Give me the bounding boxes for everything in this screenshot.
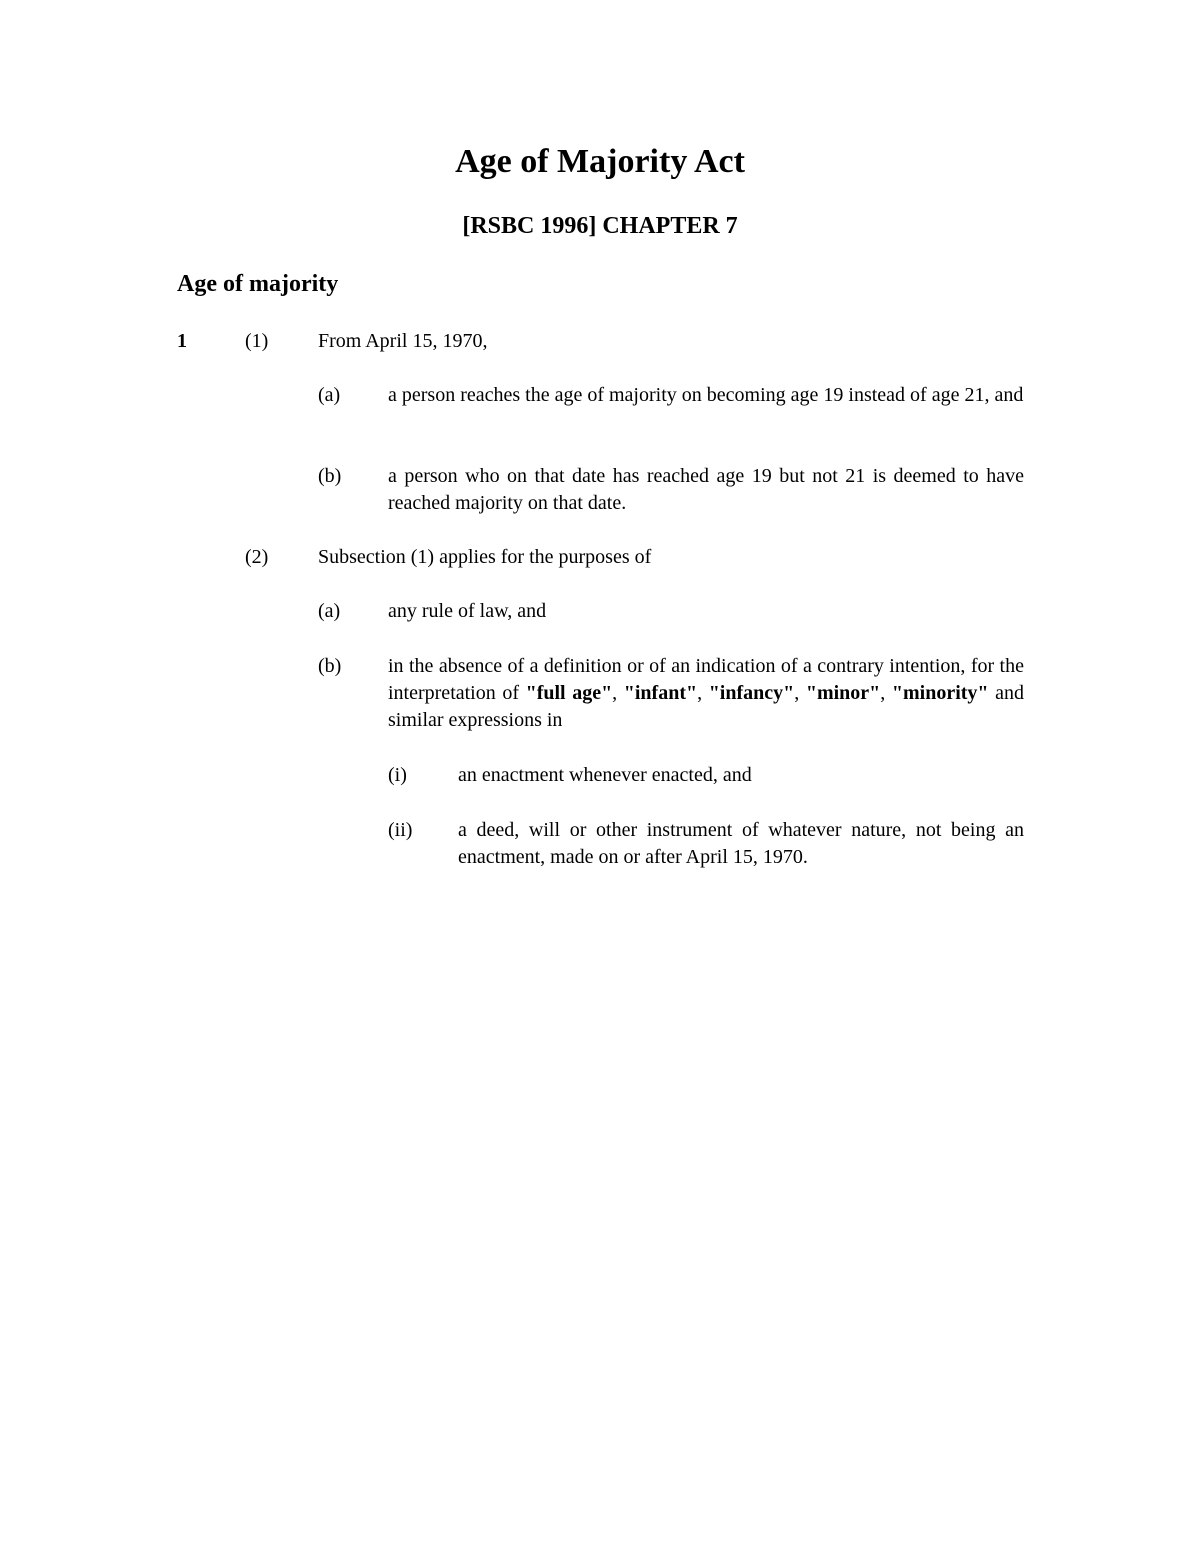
- paragraph-1b-label: (b): [318, 465, 342, 487]
- term-separator: ,: [697, 682, 709, 704]
- paragraph-1a-label: (a): [318, 384, 341, 406]
- paragraph-2b-text: [388, 653, 1024, 734]
- term-separator: ,: [880, 682, 892, 704]
- subparagraph-ii-label: (ii): [388, 819, 413, 841]
- paragraph-2b-intro: in the absence of a definition or of an indication of a contrary intention, for the interpretation of: [388, 655, 1024, 704]
- chapter-reference: [RSBC 1996] CHAPTER 7: [462, 213, 738, 239]
- subsection-2-text: Subsection (1) applies for the purposes of: [318, 546, 652, 568]
- paragraph-2a-label: (a): [318, 600, 341, 622]
- subsection-1-label: (1): [245, 330, 269, 352]
- paragraph-1b-text: a person who on that date has reached age 19 but not 21 is deemed to have reached majority on that date.: [388, 465, 1024, 514]
- section-number: 1: [177, 330, 187, 352]
- subparagraph-i-text: an enactment whenever enacted, and: [458, 764, 752, 786]
- term-minority: "minority": [891, 682, 989, 704]
- paragraph-1a-text: a person reaches the age of majority on becoming age 19 instead of age 21, and: [388, 384, 1024, 406]
- subparagraph-ii-text: a deed, will or other instrument of whatever nature, not being an enactment, made on or after April 15, 1970.: [458, 819, 1024, 868]
- term-infant: "infant": [623, 682, 698, 704]
- document-title: Age of Majority Act: [455, 143, 745, 180]
- term-separator: ,: [794, 682, 806, 704]
- subsection-2-label: (2): [245, 546, 269, 568]
- section-heading: Age of majority: [177, 271, 339, 297]
- term-full-age: "full age": [525, 682, 613, 704]
- subparagraph-i-label: (i): [388, 764, 407, 786]
- paragraph-2b-label: (b): [318, 655, 342, 677]
- term-infancy: "infancy": [708, 682, 795, 704]
- subsection-1-text: From April 15, 1970,: [318, 330, 488, 352]
- paragraph-2b-outro: and similar expressions in: [388, 682, 1024, 731]
- term-minor: "minor": [805, 682, 881, 704]
- paragraph-2a-text: any rule of law, and: [388, 600, 547, 622]
- term-separator: ,: [612, 682, 624, 704]
